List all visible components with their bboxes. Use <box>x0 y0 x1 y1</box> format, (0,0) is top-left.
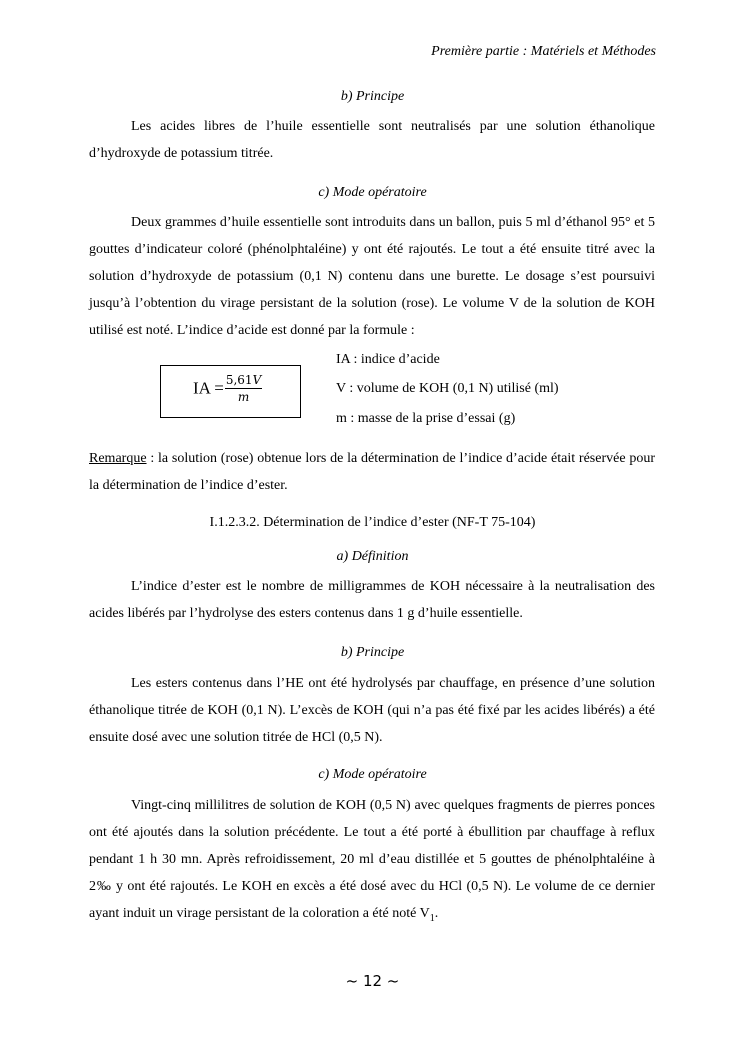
mode-operatoire-ester-paragraph: Vingt-cinq millilitres de solution de KOH (0,5 N) avec quelques fragments de pierres ponces ont été ajoutés dans la solution précédente. Le tout a été porté à ébullition par chauffage à reflux pendant 1 h 30 mn. Après refroidissement, 20 ml d’eau distillée et 5 gouttes de phénolphtaléine à 2‰ y ont été rajoutés. Le KOH en excès a été dosé avec du HCl (0,5 N). Le volume de ce dernier ayant induit un virage persistant de la coloration a été noté $V_1$. <box>89 798 655 924</box>
legend-ia: IA : indice d’acide <box>336 352 440 367</box>
mode-operatoire-ester-title: c) Mode opératoire <box>318 767 427 782</box>
formula-fraction <box>225 373 262 404</box>
legend-m: m : masse de la prise d’essai (g) <box>336 411 516 426</box>
mode-operatoire-title: c) Mode opératoire <box>318 185 427 200</box>
page-number: ~ 12 ~ <box>345 972 400 990</box>
remark-label: Remarque <box>89 451 147 466</box>
principe-ester-title: b) Principe <box>340 645 405 660</box>
principe-ester-paragraph: Les esters contenus dans l’HE ont été hydrolysés par chauffage, en présence d’une solution éthanolique titrée de KOH (0,1 N). L’excès de KOH (qui n’a pas été fixé par les acides libérés) a été ensuite dosé avec une solution titrée de HCl (0,5 N). <box>89 676 655 745</box>
remark-text: : la solution (rose) obtenue lors de la détermination de l’indice d’acide était réservée pour la détermination de l’indice d’ester. <box>89 451 655 493</box>
mode-operatoire-paragraph: Deux grammes d’huile essentielle sont introduits dans un ballon, puis 5 ml d’éthanol 95° et 5 gouttes d’indicateur coloré (phénolphtaléine) y ont été rajoutés. Le tout a été ensuite titré avec la solution d’hydroxyde de potassium (0,1 N) contenu dans une burette. Le dosage s’est poursuivi jusqu’à l’obtention du virage persistant de la solution (rose). Le volume V de la solution de KOH utilisé est noté. L’indice d’acide est donné par la formule : <box>89 215 655 338</box>
definition-paragraph: L’indice d’ester est le nombre de milligrammes de KOH nécessaire à la neutralisation des acides libérés par l’hydrolyse des esters contenus dans 1 g d’huile essentielle. <box>89 579 655 621</box>
formula-lhs: IA = <box>193 378 224 398</box>
remark-paragraph <box>89 445 655 499</box>
running-header: Première partie : Matériels et Méthodes <box>431 44 656 59</box>
ester-section-heading: I.1.2.3.2. Détermination de l’indice d’ester (NF-T 75-104) <box>209 515 536 530</box>
acid-index-formula <box>193 373 262 404</box>
principe-paragraph: Les acides libres de l’huile essentielle sont neutralisés par une solution éthanolique d’hydroxyde de potassium titrée. <box>89 119 655 161</box>
principe-title: b) Principe <box>340 89 405 104</box>
definition-title: a) Définition <box>336 549 409 564</box>
formula-numerator: 5,61V <box>225 373 262 387</box>
formula-denominator: m <box>237 390 250 404</box>
legend-v: V : volume de KOH (0,1 N) utilisé (ml) <box>336 381 559 396</box>
